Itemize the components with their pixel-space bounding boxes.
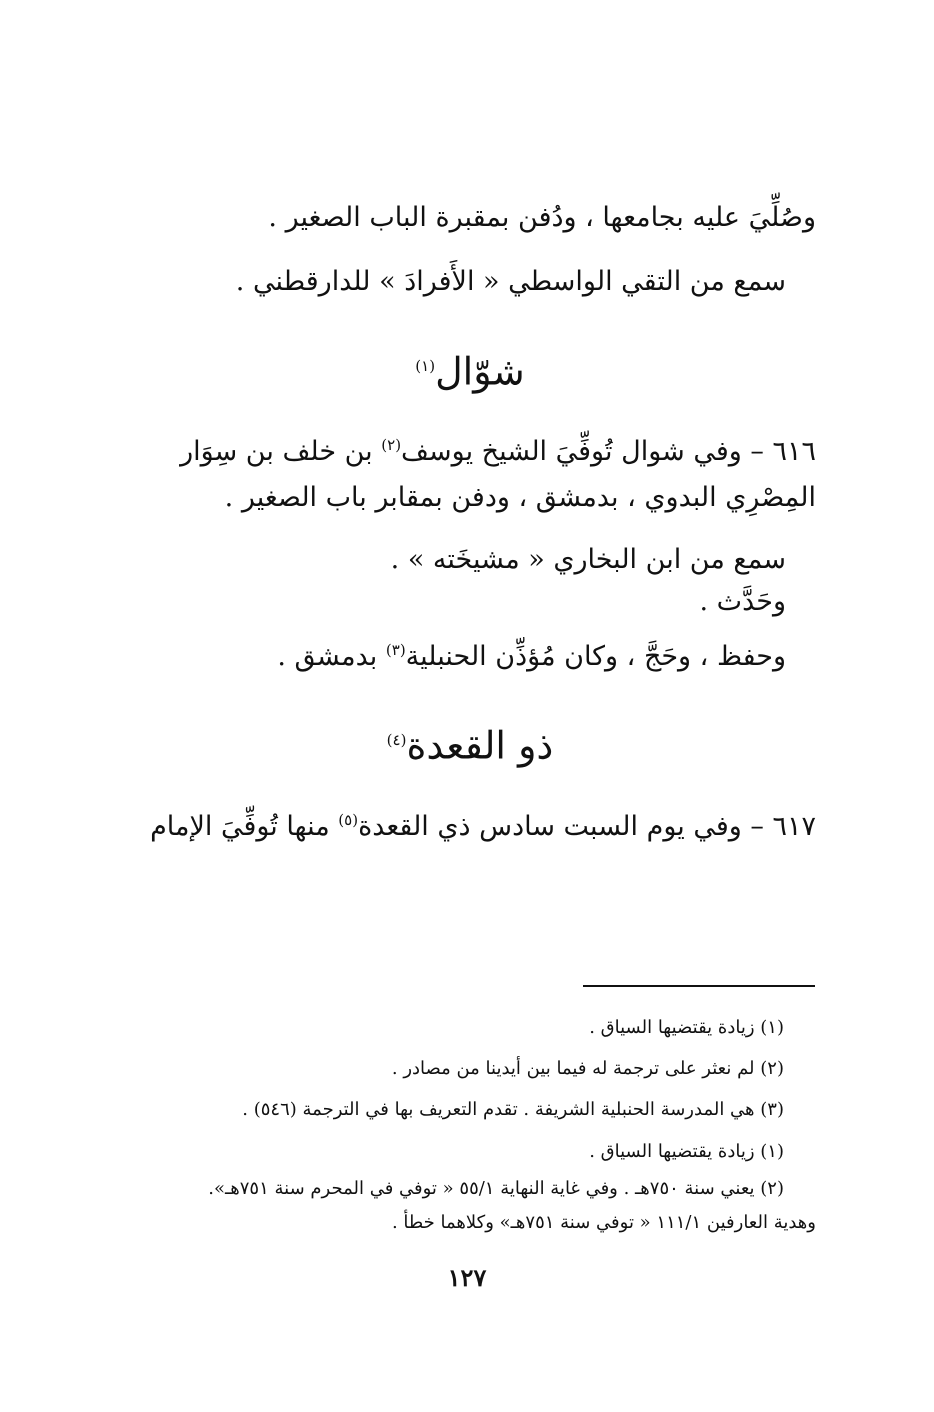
footnote-ref: (٢) — [381, 436, 402, 454]
heading-text: شوّال — [435, 349, 525, 394]
footnote-ref: (١) — [415, 357, 436, 375]
entry-616-line-5 — [277, 630, 786, 677]
entry-617-line-1 — [150, 800, 816, 847]
entry-616-text-rest: بن خلف بن سِوَار — [180, 436, 373, 467]
text-line-1: وصُلِّيَ عليه بجامعها ، ودُفن بمقبرة الباب الصغير . — [268, 202, 816, 233]
text-line-2: سمع من التقي الواسطي « الأَفرادَ » للدارقطني . — [235, 266, 786, 297]
entry-617-text-rest: منها تُوفِّيَ الإمام — [150, 811, 330, 842]
footnote-ref: (٣) — [385, 641, 406, 659]
heading-text: ذو القعدة — [406, 723, 554, 768]
footnote-ref: (٥) — [338, 811, 359, 829]
entry-616-line-4: وحَدَّث . — [699, 586, 786, 617]
section-heading-dhul-qadah — [330, 712, 610, 774]
entry-616-line-3: سمع من ابن البخاري « مشيخَته » . — [390, 544, 786, 575]
section-heading-shawwal — [340, 338, 600, 400]
footnote: وهدية العارفين ١١١/١ « توفي سنة ٧٥١هـ» وكلاهما خطأ . — [391, 1212, 816, 1233]
footnote: (١) زيادة يقتضيها السياق . — [589, 1141, 784, 1162]
footnote-separator — [583, 985, 815, 987]
entry-616-text: ٦١٦ – وفي شوال تُوفِّيَ الشيخ يوسف — [401, 436, 816, 467]
entry-616-line-1 — [180, 425, 816, 472]
footnote: (١) زيادة يقتضيها السياق . — [589, 1017, 784, 1038]
entry-617-text: ٦١٧ – وفي يوم السبت سادس ذي القعدة — [358, 811, 816, 842]
footnote-ref: (٤) — [386, 731, 407, 749]
page-number: ١٢٧ — [447, 1263, 487, 1292]
entry-616-text: وحفظ ، وحَجَّ ، وكان مُؤذِّن الحنبلية — [405, 641, 786, 672]
entry-616-text-rest: بدمشق . — [277, 641, 378, 672]
footnote: (٣) هي المدرسة الحنبلية الشريفة . تقدم التعريف بها في الترجمة (٥٤٦) . — [242, 1099, 784, 1120]
footnote: (٢) لم نعثر على ترجمة له فيما بين أيدينا من مصادر . — [391, 1058, 784, 1079]
footnote: (٢) يعني سنة ٧٥٠هـ . وفي غاية النهاية ٥٥/١ « توفي في المحرم سنة ٧٥١هـ». — [208, 1178, 784, 1199]
entry-616-line-2: المِصْرِي البدوي ، بدمشق ، ودفن بمقابر باب الصغير . — [224, 482, 816, 513]
